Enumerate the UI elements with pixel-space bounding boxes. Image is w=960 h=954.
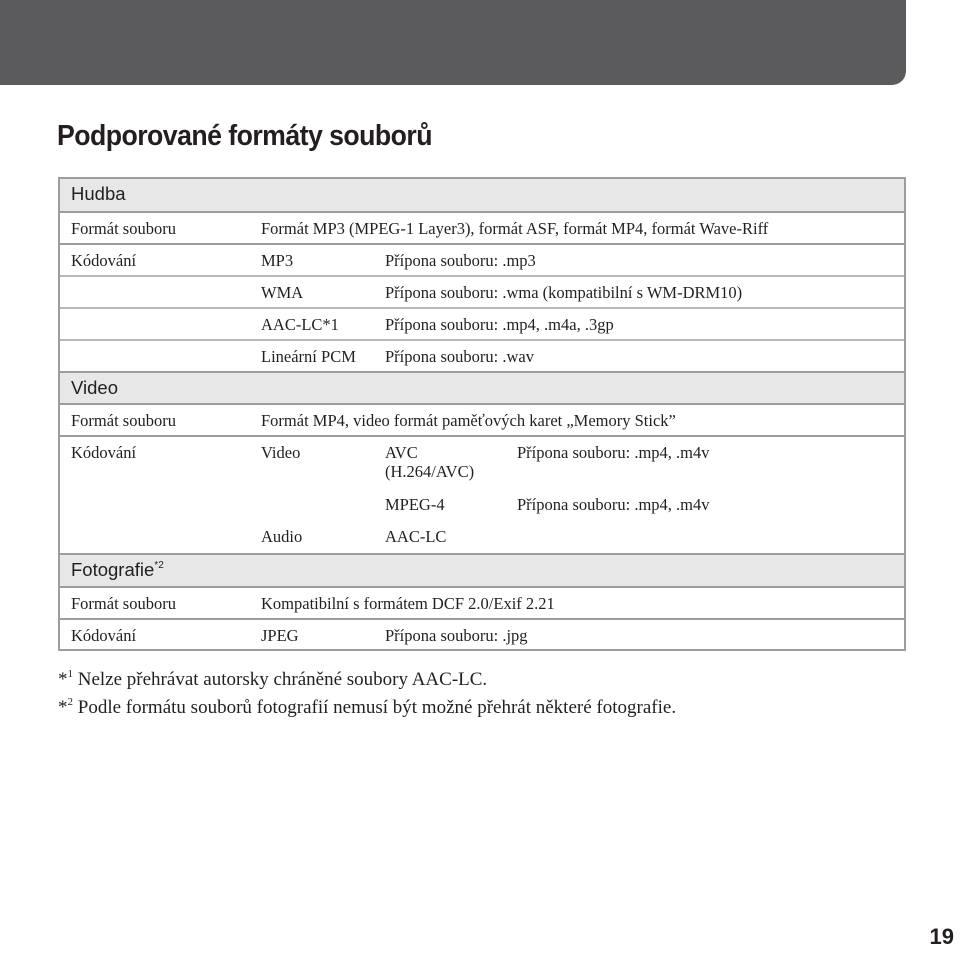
section-music [60,179,904,211]
footnote-2: *$^2$ Podle formátu souborů fotografií nemusí být možné přehrát některé fotografie. [58,696,677,718]
table-row [60,243,904,275]
codec-group: Video [261,443,301,462]
codec-extension: Přípona souboru: .mp4, .m4v [517,495,710,514]
section-photo [60,553,904,586]
table-row [60,307,904,339]
table-row [60,275,904,307]
codec-extension: Přípona souboru: .mp4, .m4a, .3gp [385,315,614,334]
codec-name: JPEG [261,626,299,645]
row-value: Kompatibilní s formátem DCF 2.0/Exif 2.21 [261,594,555,613]
row-label: Formát souboru [71,594,176,613]
codec-name-detail: (H.264/AVC) [385,462,475,481]
page-number: 19 [929,924,954,949]
table-row [60,489,904,521]
codec-extension: Přípona souboru: .mp4, .m4v [517,443,710,462]
codec-name: WMA [261,283,304,302]
header-bar [0,0,906,85]
codec-name: Lineární PCM [261,347,356,366]
table-row [60,435,904,489]
codec-name: MP3 [261,251,294,270]
table-row [60,211,904,243]
section-heading-video: Video [71,377,118,398]
codec-name: AAC-LC*1 [261,315,339,334]
codec-name: MPEG-4 [385,495,445,514]
row-label: Kódování [71,443,137,462]
table-row [60,618,904,649]
section-video [60,371,904,403]
table-row [60,586,904,618]
codec-extension: Přípona souboru: .jpg [385,626,528,645]
codec-extension: Přípona souboru: .wav [385,347,534,366]
row-label: Formát souboru [71,411,176,430]
section-heading-music: Hudba [71,183,126,204]
table-row [60,521,904,553]
footnotes [58,666,676,722]
codec-name: AAC-LC [385,527,447,546]
row-label: Kódování [71,251,137,270]
row-value: Formát MP3 (MPEG-1 Layer3), formát ASF, formát MP4, formát Wave-Riff [261,219,769,238]
footnote-mark: *2 [154,560,164,571]
table-row [60,339,904,371]
table-row [60,403,904,435]
formats-table [58,177,906,651]
section-heading-photo: Fotografie$^{*2}$ [71,559,164,580]
codec-extension: Přípona souboru: .wma (kompatibilní s WM-DRM10) [385,283,743,302]
row-value: Formát MP4, video formát paměťových karet „Memory Stick” [261,411,676,430]
row-label: Formát souboru [71,219,176,238]
codec-group: Audio [261,527,303,546]
codec-name: AVC [385,443,418,462]
page-title: Podporované formáty souborů [57,120,432,152]
codec-extension: Přípona souboru: .mp3 [385,251,536,270]
row-label: Kódování [71,626,137,645]
footnote-1: *$^1$ Nelze přehrávat autorsky chráněné soubory AAC-LC. [58,668,488,690]
